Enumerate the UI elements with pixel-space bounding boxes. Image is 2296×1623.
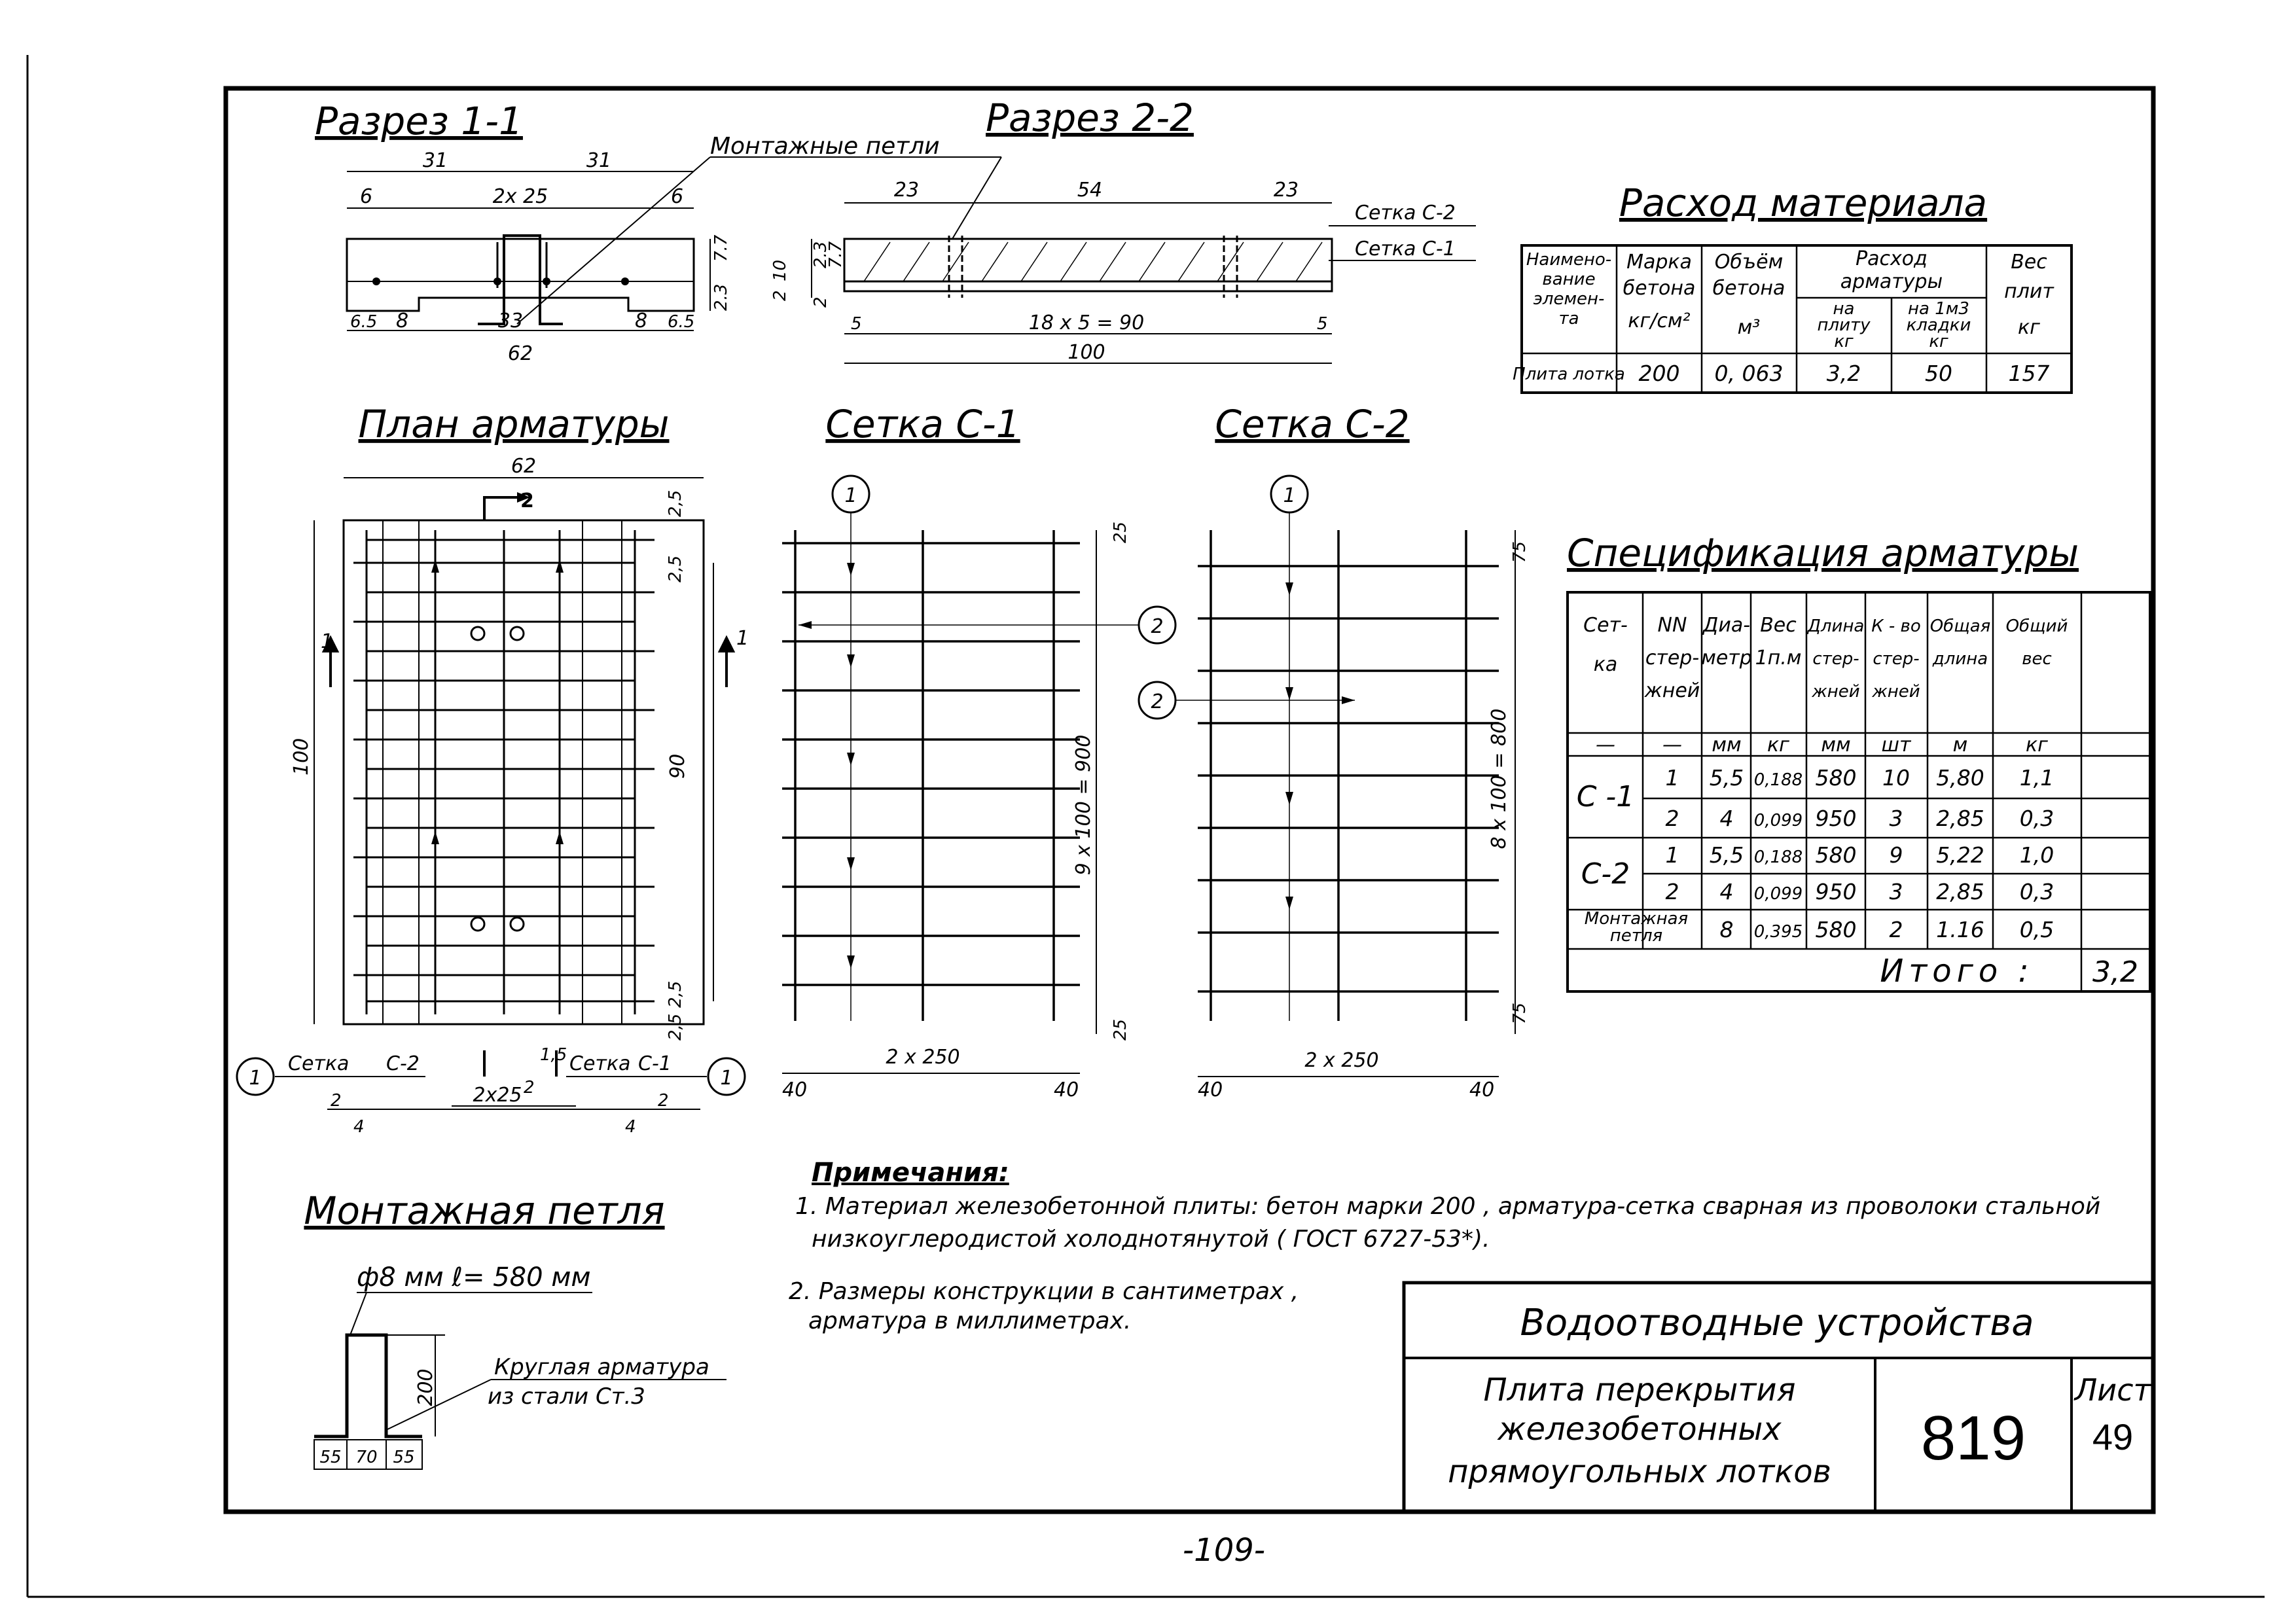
sp-r1-c1: 1 <box>1665 765 1679 791</box>
s22-dim-100: 100 <box>1067 341 1105 364</box>
note-1-line-2: низкоуглеродистой холоднотянутой ( ГОСТ 6727-53*). <box>812 1226 1490 1253</box>
plan-dim-small-1: 2 <box>331 1091 342 1111</box>
sp-h-qty-2: стер- <box>1873 649 1920 669</box>
c2-circle-1: 1 <box>1283 484 1296 507</box>
mt-h-grade-1: Марка <box>1626 251 1692 274</box>
mounting-loop <box>304 1188 726 1469</box>
s11-dim-6.5b: 6.5 <box>668 312 695 332</box>
sp-h-tw-2: вес <box>2022 649 2052 669</box>
sp-h-set-1: Сет- <box>1583 614 1628 637</box>
plan-label-c2: С-2 <box>386 1052 420 1075</box>
sp-r1-c4: 580 <box>1815 765 1857 791</box>
plan-dim-edge-1: 2,5 <box>666 490 685 517</box>
mt-h-rebar-2: арматуры <box>1840 270 1943 293</box>
sp-r2-c7: 0,3 <box>2019 806 2054 831</box>
s11-dim-7.7: 7.7 <box>711 234 731 262</box>
notes-title: Примечания: <box>812 1158 1009 1188</box>
section-1-1 <box>315 99 731 365</box>
c1-dim-25a: 25 <box>1111 521 1130 543</box>
mt-h-vol-2: бетона <box>1712 277 1785 300</box>
mt-cell-grade: 200 <box>1638 361 1680 386</box>
sp-unit-3: мм <box>1712 734 1742 757</box>
note-2-line-2: арматура в миллиметрах. <box>808 1308 1132 1334</box>
s11-dim-62: 62 <box>507 342 533 365</box>
sp-r3-c2: 5,5 <box>1709 842 1744 868</box>
mt-h-pm-2: кладки <box>1906 315 1971 335</box>
mesh-c2 <box>1139 402 1530 1101</box>
mt-cell-weight: 157 <box>2008 361 2050 386</box>
s11-dim-6.5a: 6.5 <box>350 312 378 332</box>
loop-title: Монтажная петля <box>304 1188 665 1233</box>
mt-cell-per-m3: 50 <box>1925 361 1952 386</box>
tb-title-3: прямоугольных лотков <box>1448 1454 1831 1490</box>
sp-r2-c6: 2,85 <box>1936 806 1984 831</box>
sp-r2-c5: 3 <box>1889 806 1903 831</box>
s22-dim-7.7: 7.7 <box>826 241 846 268</box>
plan-section-mark-1-left: 1 <box>321 630 334 653</box>
plan-section-mark-1-right: 1 <box>736 627 749 650</box>
sp-total-value: 3,2 <box>2092 955 2138 989</box>
tb-category: Водоотводные устройства <box>1520 1302 2034 1344</box>
mt-cell-per-plate: 3,2 <box>1826 361 1861 386</box>
c2-dim-40b: 40 <box>1469 1079 1495 1101</box>
c2-dim-width: 2 x 250 <box>1304 1049 1379 1072</box>
sp-total-label: Итого : <box>1880 953 2034 990</box>
spec-title: Спецификация арматуры <box>1566 531 2079 575</box>
tb-sheet-number: 49 <box>2092 1416 2134 1457</box>
plan-section-mark-2: 2 <box>520 490 534 512</box>
section-2-2 <box>517 96 1476 364</box>
c1-dim-40b: 40 <box>1054 1079 1079 1101</box>
mt-h-name-2: вание <box>1542 270 1596 289</box>
sp-r3-c1: 1 <box>1665 842 1679 868</box>
plan-dim-edge-2: 2,5 <box>666 555 685 582</box>
sp-r4-c7: 0,3 <box>2019 879 2054 904</box>
s11-dim-8a: 8 <box>396 310 409 332</box>
sp-h-len-2: стер- <box>1812 649 1859 669</box>
c1-circle-1: 1 <box>844 484 857 507</box>
plan-dim-edge-4: 2,5 <box>666 1013 685 1041</box>
sp-unit-4: кг <box>1767 734 1789 757</box>
sp-loop-c4: 2 <box>1889 917 1903 942</box>
label-setka-c1: Сетка С-1 <box>1355 238 1456 260</box>
sp-row-2 <box>1666 806 2054 831</box>
plan-dim-small-6: 2 <box>658 1091 669 1111</box>
s22-dim-54: 54 <box>1077 179 1103 202</box>
tb-title-2: железобетонных <box>1498 1411 1782 1448</box>
sp-r4-c3: 0,099 <box>1753 884 1803 904</box>
sp-loop-name-1: Монтажная <box>1584 909 1689 929</box>
loop-dim-200: 200 <box>414 1368 437 1406</box>
sp-h-nn-3: жней <box>1644 679 1700 702</box>
sp-r4-c5: 3 <box>1889 879 1903 904</box>
sp-r3-c6: 5,22 <box>1936 842 1984 868</box>
s11-dim-31a: 31 <box>422 149 448 172</box>
mt-h-w-1: Вес <box>2011 251 2047 274</box>
mt-cell-volume: 0, 063 <box>1714 361 1784 386</box>
sp-h-tl-2: длина <box>1932 649 1988 669</box>
sp-h-qty-1: К - во <box>1871 616 1921 636</box>
s22-dim-10: 10 <box>770 259 790 281</box>
sp-unit-8: кг <box>2026 734 2048 757</box>
loop-dim-55a: 55 <box>319 1448 342 1467</box>
plan-dim-2x25: 2x25 <box>473 1084 522 1107</box>
sp-r2-c3: 0,099 <box>1753 811 1803 830</box>
sp-r1-c7: 1,1 <box>2019 765 2054 791</box>
sp-loop-name-2: петля <box>1609 926 1663 946</box>
sp-r2-c4: 950 <box>1815 806 1857 831</box>
plan-dim-small-2: 4 <box>353 1117 365 1137</box>
s11-dim-2.3: 2.3 <box>711 283 731 311</box>
sp-row-3 <box>1666 842 2054 868</box>
sp-unit-5: мм <box>1821 734 1851 757</box>
sp-h-nn-2: стер- <box>1645 647 1700 669</box>
sp-row-1 <box>1666 765 2054 791</box>
mt-h-grade-3: кг/см² <box>1628 310 1691 332</box>
c1-dim-900: 9 x 100 = 900 <box>1072 734 1095 876</box>
section-1-1-title: Разрез 1-1 <box>315 99 523 143</box>
sp-loop-c6: 0,5 <box>2019 917 2054 942</box>
s22-dim-23b: 23 <box>1273 179 1299 202</box>
sp-h-w-2: 1п.м <box>1755 647 1802 669</box>
note-1-line-1: 1. Материал железобетонной плиты: бетон марки 200 , арматура-сетка сварная из проволоки стальной <box>795 1193 2101 1220</box>
c2-circle-2: 2 <box>1151 690 1164 713</box>
s22-dim-2b: 2 <box>811 296 831 308</box>
sp-loop-c5: 1.16 <box>1936 917 1984 942</box>
plan-dim-90: 90 <box>666 753 689 779</box>
mt-h-name-1: Наимено- <box>1526 250 1612 270</box>
c1-circle-2: 2 <box>1151 615 1164 638</box>
sp-r1-c5: 10 <box>1882 765 1910 791</box>
sp-r3-c3: 0,188 <box>1753 847 1803 867</box>
sp-h-len-1: Длина <box>1807 616 1865 636</box>
s11-dim-6a: 6 <box>360 185 373 208</box>
c2-dim-800: 8 x 100 = 800 <box>1488 708 1511 849</box>
sp-h-tl-1: Общая <box>1929 616 1991 636</box>
plan-circle-1-right: 1 <box>720 1067 733 1090</box>
s11-dim-33: 33 <box>497 310 524 332</box>
c1-dim-25b: 25 <box>1111 1018 1130 1041</box>
plan-dim-100: 100 <box>290 738 313 776</box>
sp-r2-c1: 2 <box>1665 806 1679 831</box>
plan-dim-62: 62 <box>511 455 537 478</box>
sp-h-set-2: ка <box>1593 653 1618 676</box>
plan-dim-edge-3: 2,5 <box>666 980 685 1008</box>
tb-sheet-label: Лист <box>2074 1372 2151 1408</box>
mt-h-pm-3: кг <box>1929 332 1948 351</box>
sp-loop-c2: 0,395 <box>1753 922 1803 942</box>
c2-dim-75a: 75 <box>1510 541 1530 563</box>
sp-h-tw-1: Общий <box>2005 616 2068 636</box>
sp-r4-c2: 4 <box>1719 879 1734 904</box>
material-table <box>1513 181 2072 393</box>
sp-unit-1: — <box>1596 734 1615 757</box>
mt-h-rebar-1: Расход <box>1856 247 1928 270</box>
label-setka-c2: Сетка С-2 <box>1355 202 1456 224</box>
loop-material-2: из стали Ст.3 <box>488 1383 645 1410</box>
sp-unit-7: м <box>1952 734 1968 757</box>
sp-r3-c7: 1,0 <box>2019 842 2054 868</box>
spec-table <box>1567 531 2150 991</box>
c1-dim-40a: 40 <box>782 1079 808 1101</box>
sp-r4-c6: 2,85 <box>1936 879 1984 904</box>
material-title: Расход материала <box>1619 181 1988 225</box>
sp-group-c1: С -1 <box>1576 780 1635 813</box>
loop-material-1: Круглая арматура <box>494 1354 709 1380</box>
mt-h-name-4: та <box>1558 309 1579 329</box>
plan-circle-1-left: 1 <box>249 1067 262 1090</box>
mt-h-vol-1: Объём <box>1714 251 1784 274</box>
s22-dim-2.3: 2.3 <box>811 241 831 268</box>
sp-h-qty-3: жней <box>1872 682 1920 702</box>
s22-dim-5a: 5 <box>851 314 862 334</box>
plan-label-c1: С-1 <box>638 1052 672 1075</box>
mt-h-name-3: элемен- <box>1533 289 1605 309</box>
loop-spec: ф8 мм ℓ= 580 мм <box>357 1262 591 1293</box>
mounting-loops-label: Монтажные петли <box>710 133 940 160</box>
mt-h-pm-1: на 1м3 <box>1908 299 1969 319</box>
sp-h-nn-1: NN <box>1657 614 1687 637</box>
tb-title-1: Плита перекрытия <box>1483 1372 1796 1408</box>
plan-dim-small-5: 4 <box>625 1117 636 1137</box>
sp-r1-c3: 0,188 <box>1753 770 1803 790</box>
sp-loop-c3: 580 <box>1815 917 1857 942</box>
loop-dim-70: 70 <box>355 1448 378 1467</box>
sp-group-c2: С-2 <box>1581 857 1630 891</box>
s22-dim-90: 18 x 5 = 90 <box>1028 312 1145 334</box>
c1-dim-width: 2 x 250 <box>886 1046 960 1069</box>
s11-dim-31b: 31 <box>586 149 612 172</box>
s22-dim-5b: 5 <box>1317 314 1328 334</box>
mt-h-w-3: кг <box>2018 316 2040 339</box>
mt-h-vol-3: м³ <box>1737 316 1761 339</box>
s22-dim-2a: 2 <box>770 290 790 301</box>
sp-r3-c4: 580 <box>1815 842 1857 868</box>
sp-h-dia-1: Диа- <box>1702 614 1751 637</box>
mt-h-pp-3: кг <box>1834 332 1854 351</box>
rebar-plan-title: План арматуры <box>358 402 670 446</box>
sp-row-4 <box>1666 879 2054 904</box>
tb-number: 819 <box>1920 1403 2026 1473</box>
s22-dim-23a: 23 <box>893 179 920 202</box>
sp-r4-c1: 2 <box>1665 879 1679 904</box>
mesh-c1-title: Сетка С-1 <box>825 402 1020 446</box>
plan-label-setka-right: Сетка <box>569 1052 631 1075</box>
sp-r2-c2: 4 <box>1719 806 1734 831</box>
mt-h-pp-1: на <box>1833 299 1855 319</box>
sp-unit-6: шт <box>1881 734 1911 757</box>
plan-label-setka-left: Сетка <box>288 1052 350 1075</box>
plan-dim-small-3: 1,5 <box>540 1045 567 1065</box>
loop-dim-55b: 55 <box>393 1448 415 1467</box>
section-2-2-title: Разрез 2-2 <box>986 96 1194 140</box>
sp-row-loop <box>1585 909 2054 946</box>
sp-h-dia-2: метр <box>1701 647 1752 669</box>
sp-h-len-3: жней <box>1812 682 1860 702</box>
c2-dim-75b: 75 <box>1510 1002 1530 1024</box>
s11-dim-2x25: 2x 25 <box>492 185 548 208</box>
sp-r4-c4: 950 <box>1815 879 1857 904</box>
mt-cell-name: Плита лотка <box>1513 365 1625 384</box>
sp-loop-c1: 8 <box>1719 917 1734 942</box>
note-2-line-1: 2. Размеры конструкции в сантиметрах , <box>789 1278 1299 1305</box>
title-block <box>1404 1283 2153 1512</box>
mt-h-grade-2: бетона <box>1623 277 1696 300</box>
page-number: -109- <box>1182 1532 1266 1569</box>
mt-h-w-2: плит <box>2004 280 2054 303</box>
sp-unit-2: — <box>1662 734 1682 757</box>
sp-r3-c5: 9 <box>1889 842 1903 868</box>
mt-h-pp-2: плиту <box>1817 315 1871 335</box>
c2-dim-40a: 40 <box>1198 1079 1223 1101</box>
s11-dim-6b: 6 <box>671 185 684 208</box>
plan-dim-small-4: 2 <box>524 1078 535 1097</box>
s11-dim-8b: 8 <box>635 310 648 332</box>
rebar-plan <box>237 402 749 1137</box>
sp-r1-c2: 5,5 <box>1709 765 1744 791</box>
mesh-c1 <box>782 402 1175 1101</box>
sp-h-w-1: Вес <box>1760 614 1797 637</box>
sp-r1-c6: 5,80 <box>1936 765 1984 791</box>
mesh-c2-title: Сетка С-2 <box>1215 402 1410 446</box>
